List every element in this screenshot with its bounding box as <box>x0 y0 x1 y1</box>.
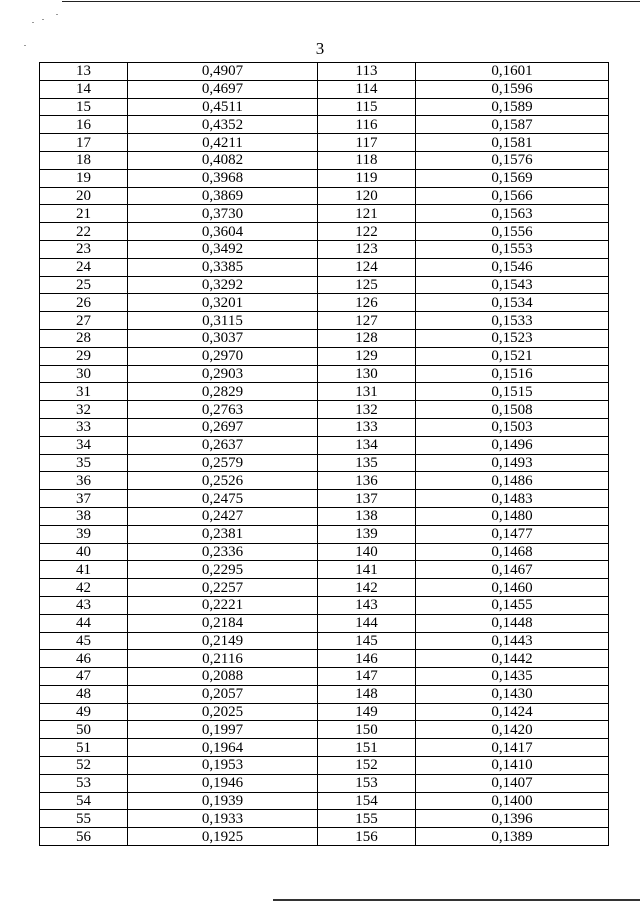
row-value-right-cell: 0,1424 <box>416 703 609 721</box>
table-row <box>40 80 609 98</box>
table-row <box>40 454 609 472</box>
row-index-right-cell: 130 <box>318 365 416 383</box>
table-row <box>40 703 609 721</box>
row-index-right-cell: 127 <box>318 312 416 330</box>
row-index-right-cell: 143 <box>318 596 416 614</box>
row-index-left-cell: 34 <box>40 436 128 454</box>
row-index-left-cell: 32 <box>40 401 128 419</box>
row-value-left-cell: 0,2381 <box>128 525 318 543</box>
row-index-left-cell: 13 <box>40 63 128 81</box>
row-value-right-cell: 0,1460 <box>416 579 609 597</box>
row-index-right-cell: 137 <box>318 490 416 508</box>
row-value-left-cell: 0,4511 <box>128 98 318 116</box>
row-index-left-cell: 51 <box>40 739 128 757</box>
row-value-right-cell: 0,1493 <box>416 454 609 472</box>
row-index-left-cell: 37 <box>40 490 128 508</box>
row-value-right-cell: 0,1587 <box>416 116 609 134</box>
row-index-right-cell: 146 <box>318 650 416 668</box>
row-value-right-cell: 0,1435 <box>416 668 609 686</box>
row-value-left-cell: 0,2057 <box>128 685 318 703</box>
row-index-right-cell: 149 <box>318 703 416 721</box>
table-row <box>40 757 609 775</box>
row-value-left-cell: 0,2221 <box>128 596 318 614</box>
row-index-right-cell: 145 <box>318 632 416 650</box>
row-index-right-cell: 116 <box>318 116 416 134</box>
row-index-right-cell: 140 <box>318 543 416 561</box>
row-value-left-cell: 0,3037 <box>128 329 318 347</box>
row-index-left-cell: 46 <box>40 650 128 668</box>
row-index-left-cell: 52 <box>40 757 128 775</box>
row-index-left-cell: 42 <box>40 579 128 597</box>
row-value-right-cell: 0,1534 <box>416 294 609 312</box>
row-index-left-cell: 39 <box>40 525 128 543</box>
row-value-right-cell: 0,1533 <box>416 312 609 330</box>
row-value-right-cell: 0,1503 <box>416 418 609 436</box>
row-value-right-cell: 0,1486 <box>416 472 609 490</box>
row-index-left-cell: 38 <box>40 507 128 525</box>
row-index-left-cell: 55 <box>40 810 128 828</box>
table-row <box>40 632 609 650</box>
row-value-right-cell: 0,1496 <box>416 436 609 454</box>
row-index-right-cell: 147 <box>318 668 416 686</box>
page-number: 3 <box>315 39 325 58</box>
row-index-right-cell: 142 <box>318 579 416 597</box>
row-index-right-cell: 132 <box>318 401 416 419</box>
row-value-right-cell: 0,1596 <box>416 80 609 98</box>
row-index-left-cell: 28 <box>40 329 128 347</box>
table-row <box>40 579 609 597</box>
row-value-left-cell: 0,2475 <box>128 490 318 508</box>
row-index-right-cell: 129 <box>318 347 416 365</box>
bottom-edge-line <box>273 899 640 901</box>
table-row <box>40 490 609 508</box>
row-index-left-cell: 31 <box>40 383 128 401</box>
table-row <box>40 347 609 365</box>
table-row <box>40 365 609 383</box>
table-row <box>40 98 609 116</box>
row-value-left-cell: 0,2579 <box>128 454 318 472</box>
table-row <box>40 525 609 543</box>
row-value-right-cell: 0,1407 <box>416 774 609 792</box>
table-row <box>40 614 609 632</box>
row-index-left-cell: 29 <box>40 347 128 365</box>
row-index-right-cell: 148 <box>318 685 416 703</box>
table-row <box>40 472 609 490</box>
row-value-right-cell: 0,1556 <box>416 223 609 241</box>
scan-speck <box>56 14 58 15</box>
row-value-right-cell: 0,1543 <box>416 276 609 294</box>
table-row <box>40 240 609 258</box>
table-row <box>40 561 609 579</box>
row-index-left-cell: 35 <box>40 454 128 472</box>
row-value-right-cell: 0,1589 <box>416 98 609 116</box>
row-index-left-cell: 27 <box>40 312 128 330</box>
row-index-right-cell: 125 <box>318 276 416 294</box>
row-value-left-cell: 0,2697 <box>128 418 318 436</box>
table-row <box>40 828 609 846</box>
row-value-right-cell: 0,1420 <box>416 721 609 739</box>
row-value-left-cell: 0,2295 <box>128 561 318 579</box>
table-row <box>40 151 609 169</box>
row-value-right-cell: 0,1563 <box>416 205 609 223</box>
row-value-left-cell: 0,4211 <box>128 134 318 152</box>
row-index-right-cell: 155 <box>318 810 416 828</box>
row-value-right-cell: 0,1417 <box>416 739 609 757</box>
row-value-left-cell: 0,2427 <box>128 507 318 525</box>
row-value-right-cell: 0,1396 <box>416 810 609 828</box>
table-row <box>40 792 609 810</box>
row-index-left-cell: 44 <box>40 614 128 632</box>
row-index-left-cell: 33 <box>40 418 128 436</box>
row-value-right-cell: 0,1400 <box>416 792 609 810</box>
row-value-left-cell: 0,1997 <box>128 721 318 739</box>
row-value-left-cell: 0,2025 <box>128 703 318 721</box>
row-value-right-cell: 0,1581 <box>416 134 609 152</box>
table-row <box>40 668 609 686</box>
row-index-right-cell: 153 <box>318 774 416 792</box>
row-value-left-cell: 0,3730 <box>128 205 318 223</box>
row-value-left-cell: 0,2637 <box>128 436 318 454</box>
row-index-left-cell: 22 <box>40 223 128 241</box>
table-row <box>40 774 609 792</box>
row-index-right-cell: 135 <box>318 454 416 472</box>
row-value-right-cell: 0,1477 <box>416 525 609 543</box>
row-index-right-cell: 113 <box>318 63 416 81</box>
row-index-left-cell: 19 <box>40 169 128 187</box>
row-index-left-cell: 18 <box>40 151 128 169</box>
row-index-right-cell: 123 <box>318 240 416 258</box>
row-index-right-cell: 118 <box>318 151 416 169</box>
row-value-right-cell: 0,1448 <box>416 614 609 632</box>
row-index-right-cell: 117 <box>318 134 416 152</box>
row-value-left-cell: 0,4082 <box>128 151 318 169</box>
table-row <box>40 223 609 241</box>
table-row <box>40 739 609 757</box>
row-index-right-cell: 122 <box>318 223 416 241</box>
row-value-right-cell: 0,1483 <box>416 490 609 508</box>
row-value-left-cell: 0,2336 <box>128 543 318 561</box>
data-table <box>39 62 609 846</box>
row-value-left-cell: 0,1933 <box>128 810 318 828</box>
row-value-left-cell: 0,1964 <box>128 739 318 757</box>
row-index-left-cell: 23 <box>40 240 128 258</box>
row-value-right-cell: 0,1430 <box>416 685 609 703</box>
row-value-right-cell: 0,1601 <box>416 63 609 81</box>
row-index-right-cell: 119 <box>318 169 416 187</box>
row-value-left-cell: 0,2257 <box>128 579 318 597</box>
row-index-left-cell: 20 <box>40 187 128 205</box>
row-index-right-cell: 152 <box>318 757 416 775</box>
row-value-left-cell: 0,2829 <box>128 383 318 401</box>
table-row <box>40 169 609 187</box>
row-value-left-cell: 0,2526 <box>128 472 318 490</box>
row-index-left-cell: 41 <box>40 561 128 579</box>
row-value-left-cell: 0,1939 <box>128 792 318 810</box>
row-value-right-cell: 0,1521 <box>416 347 609 365</box>
row-index-right-cell: 150 <box>318 721 416 739</box>
row-index-right-cell: 138 <box>318 507 416 525</box>
row-value-left-cell: 0,4907 <box>128 63 318 81</box>
table-row <box>40 650 609 668</box>
row-index-left-cell: 40 <box>40 543 128 561</box>
row-value-left-cell: 0,4352 <box>128 116 318 134</box>
table-row <box>40 294 609 312</box>
table-row <box>40 205 609 223</box>
table-row <box>40 63 609 81</box>
row-value-right-cell: 0,1566 <box>416 187 609 205</box>
table-row <box>40 383 609 401</box>
row-value-right-cell: 0,1576 <box>416 151 609 169</box>
table-row <box>40 436 609 454</box>
row-value-left-cell: 0,1925 <box>128 828 318 846</box>
row-index-right-cell: 126 <box>318 294 416 312</box>
row-index-left-cell: 25 <box>40 276 128 294</box>
table-row <box>40 134 609 152</box>
row-index-right-cell: 144 <box>318 614 416 632</box>
row-index-left-cell: 49 <box>40 703 128 721</box>
top-edge-line <box>62 1 640 2</box>
row-value-right-cell: 0,1468 <box>416 543 609 561</box>
row-index-right-cell: 151 <box>318 739 416 757</box>
row-index-left-cell: 16 <box>40 116 128 134</box>
table-body <box>40 63 609 846</box>
row-index-right-cell: 139 <box>318 525 416 543</box>
table-row <box>40 543 609 561</box>
row-value-left-cell: 0,3968 <box>128 169 318 187</box>
row-index-left-cell: 26 <box>40 294 128 312</box>
row-value-left-cell: 0,2763 <box>128 401 318 419</box>
row-value-right-cell: 0,1480 <box>416 507 609 525</box>
row-index-left-cell: 54 <box>40 792 128 810</box>
table-row <box>40 258 609 276</box>
row-index-right-cell: 121 <box>318 205 416 223</box>
row-index-left-cell: 53 <box>40 774 128 792</box>
row-value-left-cell: 0,2088 <box>128 668 318 686</box>
table-row <box>40 329 609 347</box>
row-index-right-cell: 156 <box>318 828 416 846</box>
row-value-left-cell: 0,3604 <box>128 223 318 241</box>
row-value-right-cell: 0,1410 <box>416 757 609 775</box>
row-value-left-cell: 0,4697 <box>128 80 318 98</box>
row-value-left-cell: 0,2184 <box>128 614 318 632</box>
row-index-left-cell: 30 <box>40 365 128 383</box>
row-index-left-cell: 43 <box>40 596 128 614</box>
row-index-left-cell: 24 <box>40 258 128 276</box>
row-index-right-cell: 128 <box>318 329 416 347</box>
row-value-right-cell: 0,1389 <box>416 828 609 846</box>
row-value-right-cell: 0,1546 <box>416 258 609 276</box>
row-index-right-cell: 154 <box>318 792 416 810</box>
row-index-right-cell: 136 <box>318 472 416 490</box>
row-index-left-cell: 15 <box>40 98 128 116</box>
row-value-left-cell: 0,1953 <box>128 757 318 775</box>
row-value-left-cell: 0,3385 <box>128 258 318 276</box>
row-index-right-cell: 134 <box>318 436 416 454</box>
row-index-left-cell: 14 <box>40 80 128 98</box>
row-index-left-cell: 45 <box>40 632 128 650</box>
table-row <box>40 401 609 419</box>
table-row <box>40 116 609 134</box>
row-index-left-cell: 50 <box>40 721 128 739</box>
row-value-right-cell: 0,1508 <box>416 401 609 419</box>
row-value-right-cell: 0,1442 <box>416 650 609 668</box>
row-index-left-cell: 47 <box>40 668 128 686</box>
scan-speck <box>32 22 34 23</box>
row-index-left-cell: 48 <box>40 685 128 703</box>
scan-speck <box>42 19 44 20</box>
row-value-left-cell: 0,2970 <box>128 347 318 365</box>
table-row <box>40 721 609 739</box>
row-index-right-cell: 131 <box>318 383 416 401</box>
row-index-right-cell: 115 <box>318 98 416 116</box>
row-index-right-cell: 120 <box>318 187 416 205</box>
row-index-left-cell: 56 <box>40 828 128 846</box>
row-value-left-cell: 0,3201 <box>128 294 318 312</box>
row-value-left-cell: 0,3869 <box>128 187 318 205</box>
row-value-left-cell: 0,2116 <box>128 650 318 668</box>
table-row <box>40 276 609 294</box>
table-row <box>40 685 609 703</box>
row-value-right-cell: 0,1523 <box>416 329 609 347</box>
row-value-right-cell: 0,1467 <box>416 561 609 579</box>
row-index-right-cell: 124 <box>318 258 416 276</box>
row-value-right-cell: 0,1516 <box>416 365 609 383</box>
table-row <box>40 596 609 614</box>
table-row <box>40 418 609 436</box>
row-index-right-cell: 133 <box>318 418 416 436</box>
row-index-left-cell: 36 <box>40 472 128 490</box>
row-value-left-cell: 0,3115 <box>128 312 318 330</box>
row-value-right-cell: 0,1515 <box>416 383 609 401</box>
row-index-left-cell: 17 <box>40 134 128 152</box>
row-value-left-cell: 0,2903 <box>128 365 318 383</box>
row-index-right-cell: 141 <box>318 561 416 579</box>
row-value-left-cell: 0,1946 <box>128 774 318 792</box>
row-value-left-cell: 0,2149 <box>128 632 318 650</box>
table-row <box>40 507 609 525</box>
row-value-right-cell: 0,1553 <box>416 240 609 258</box>
row-value-right-cell: 0,1569 <box>416 169 609 187</box>
table-row <box>40 810 609 828</box>
row-index-right-cell: 114 <box>318 80 416 98</box>
row-value-left-cell: 0,3292 <box>128 276 318 294</box>
row-value-left-cell: 0,3492 <box>128 240 318 258</box>
row-value-right-cell: 0,1455 <box>416 596 609 614</box>
table-row <box>40 187 609 205</box>
row-value-right-cell: 0,1443 <box>416 632 609 650</box>
row-index-left-cell: 21 <box>40 205 128 223</box>
table-row <box>40 312 609 330</box>
